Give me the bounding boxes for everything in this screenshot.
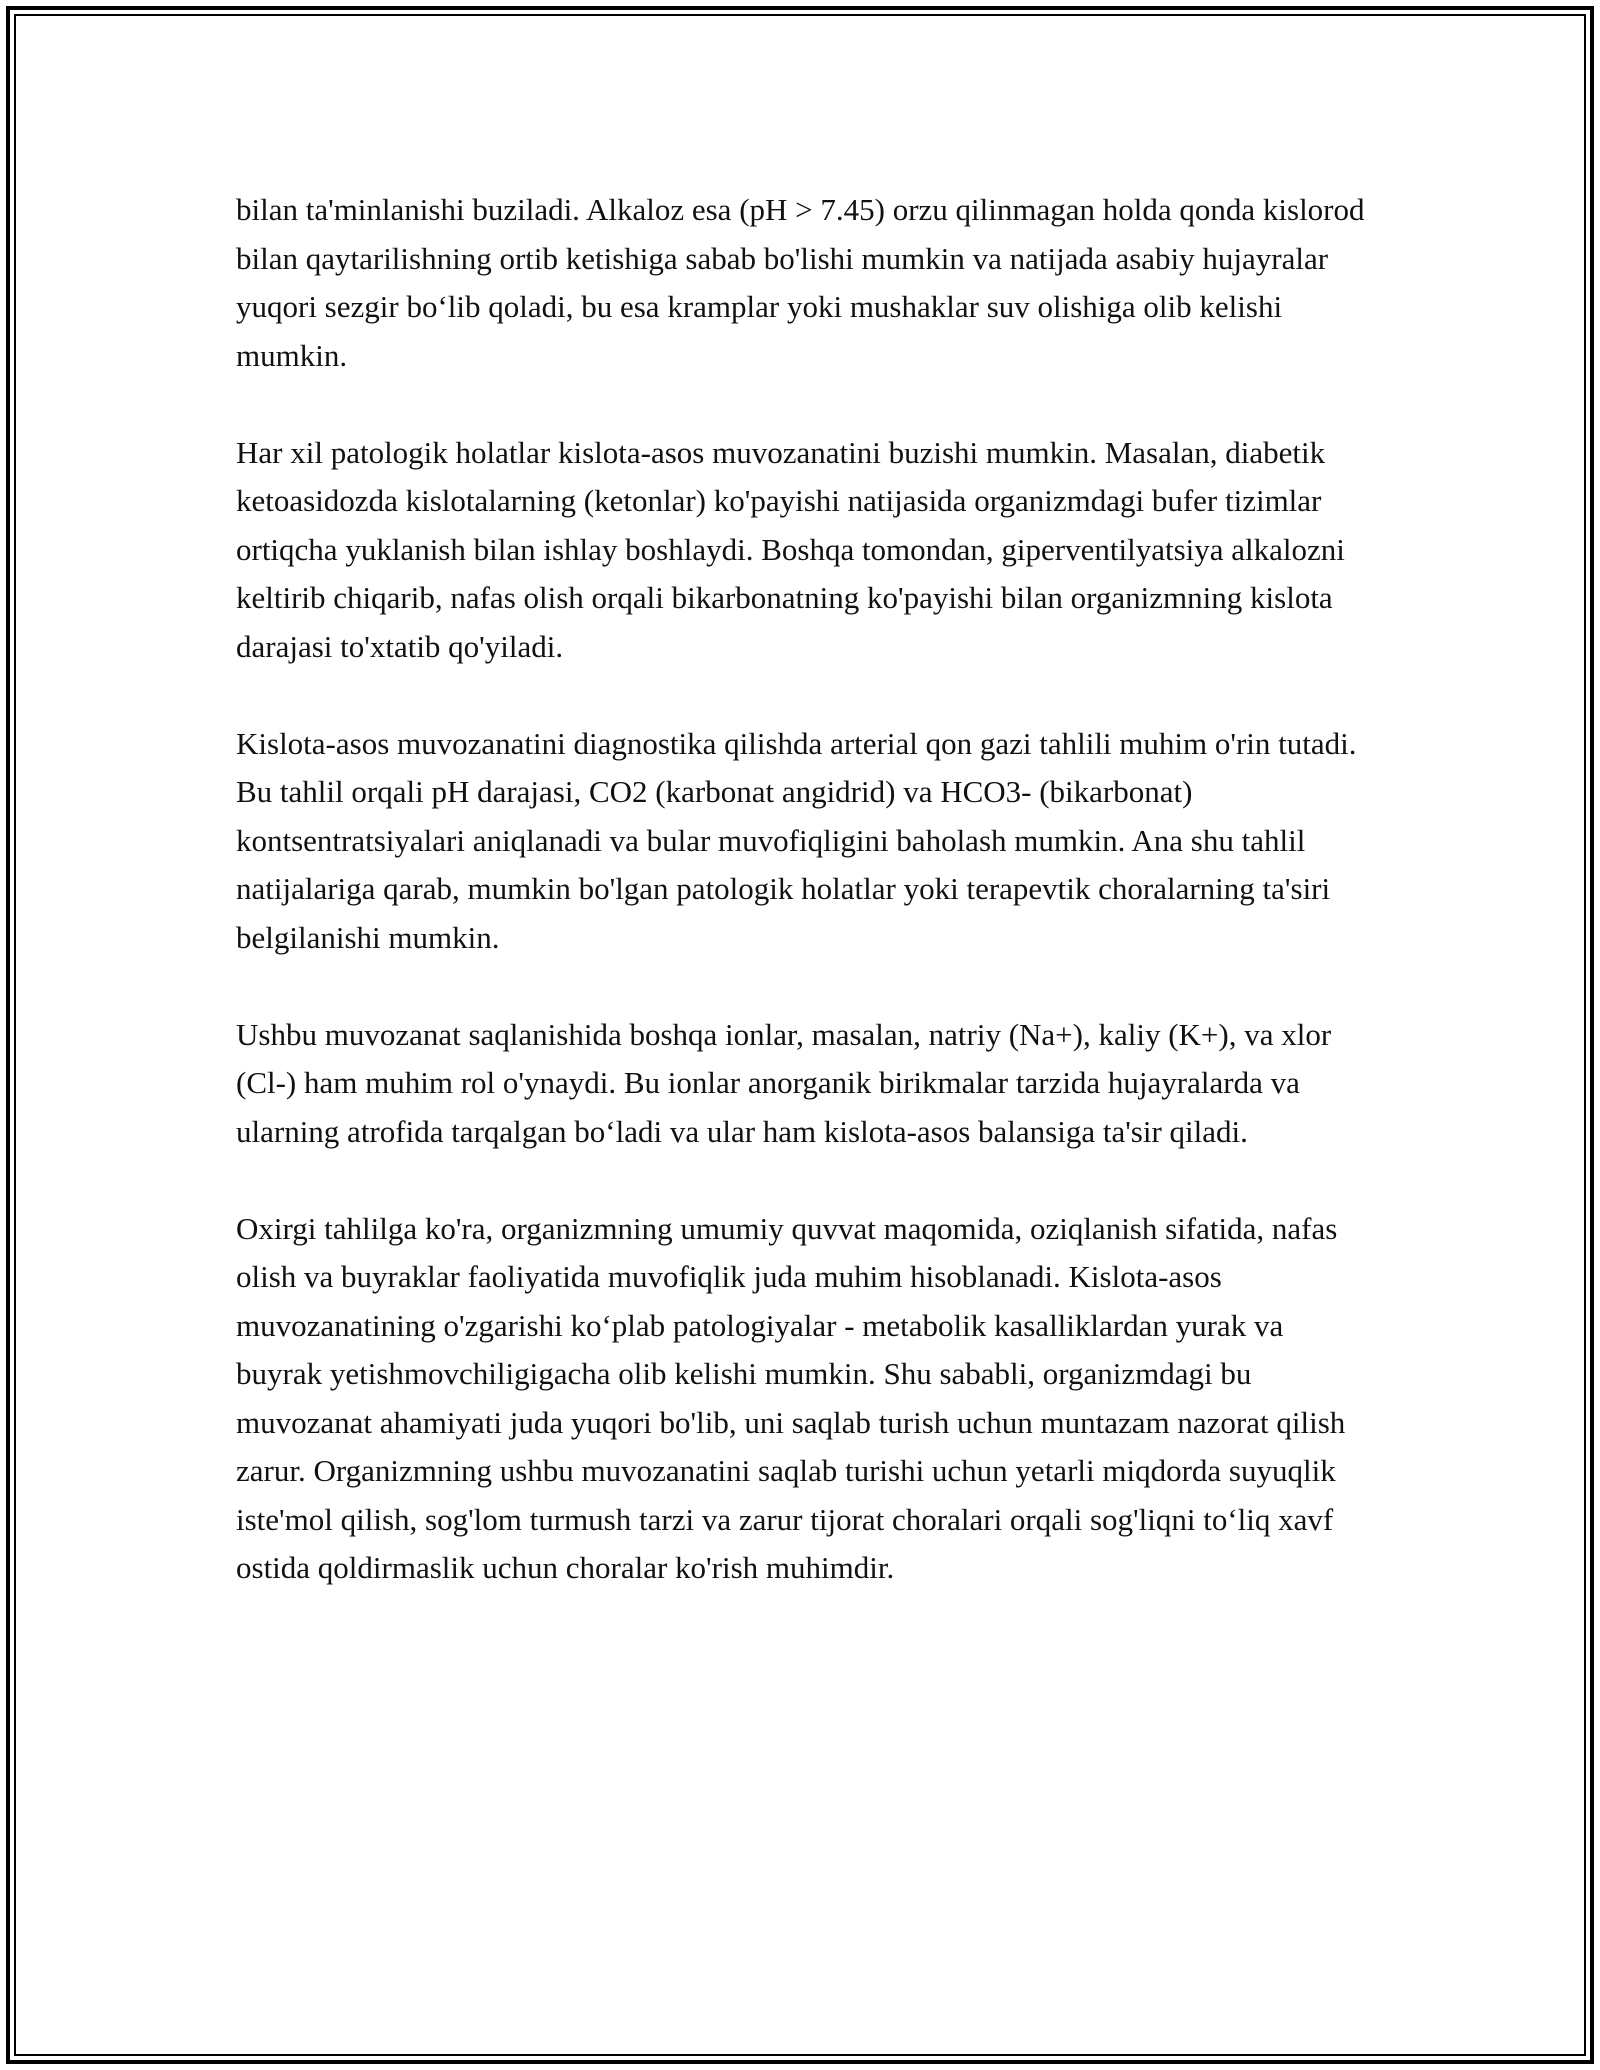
paragraph-pathologies: Har xil patologik holatlar kislota-asos muvozanatini buzishi mumkin. Masalan, diabetik ketoasidozda kislotalarning (ketonlar) ko'payishi natijasida organizmdagi bufer tizimlar ortiqcha yuklanish bilan ishlay boshlaydi. Boshqa tomondan, giperventilyatsiya alkalozni keltirib chiqarib, nafas olish orqali bikarbonatning ko'payishi bilan organizmning kislota darajasi to'xtatib qo'yiladi. <box>236 434 1345 664</box>
paragraph-alkalosis: bilan ta'minlanishi buziladi. Alkaloz esa (pH > 7.45) orzu qilinmagan holda qonda kislorod bilan qaytarilishning ortib ketishiga sabab bo'lishi mumkin va natijada asabiy hujayralar yuqori sezgir bo‘lib qoladi, bu esa kramplar yoki mushaklar suv olishiga olib kelishi mumkin. <box>236 192 1365 373</box>
document-body <box>236 186 1376 1641</box>
paragraph-diagnostics: Kislota-asos muvozanatini diagnostika qilishda arterial qon gazi tahlili muhim o'rin tutadi. Bu tahlil orqali pH darajasi, CO2 (karbonat angidrid) va HCO3- (bikarbonat) kontsentratsiyalari aniqlanadi va bular muvofiqligini baholash mumkin. Ana shu tahlil natijalariga qarab, mumkin bo'lgan patologik holatlar yoki terapevtik choralarning ta'siri belgilanishi mumkin. <box>236 725 1357 955</box>
paragraph-ions: Ushbu muvozanat saqlanishida boshqa ionlar, masalan, natriy (Na+), kaliy (K+), va xlor (Cl-) ham muhim rol o'ynaydi. Bu ionlar anorganik birikmalar tarzida hujayralarda va ularning atrofida tarqalgan bo‘ladi va ular ham kislota-asos balansiga ta'sir qiladi. <box>236 1016 1332 1149</box>
paragraph-conclusion: Oxirgi tahlilga ko'ra, organizmning umumiy quvvat maqomida, oziqlanish sifatida, nafas olish va buyraklar faoliyatida muvofiqlik juda muhim hisoblanadi. Kislota-asos muvozanatining o'zgarishi ko‘plab patologiyalar - metabolik kasalliklardan yurak va buyrak yetishmovchiligigacha olib kelishi mumkin. Shu sababli, organizmdagi bu muvozanat ahamiyati juda yuqori bo'lib, uni saqlab turish uchun muntazam nazorat qilish zarur. Organizmning ushbu muvozanatini saqlab turishi uchun yetarli miqdorda suyuqlik iste'mol qilish, sog'lom turmush tarzi va zarur tijorat choralari orqali sog'liqni to‘liq xavf ostida qoldirmaslik uchun choralar ko'rish muhimdir. <box>236 1210 1346 1585</box>
